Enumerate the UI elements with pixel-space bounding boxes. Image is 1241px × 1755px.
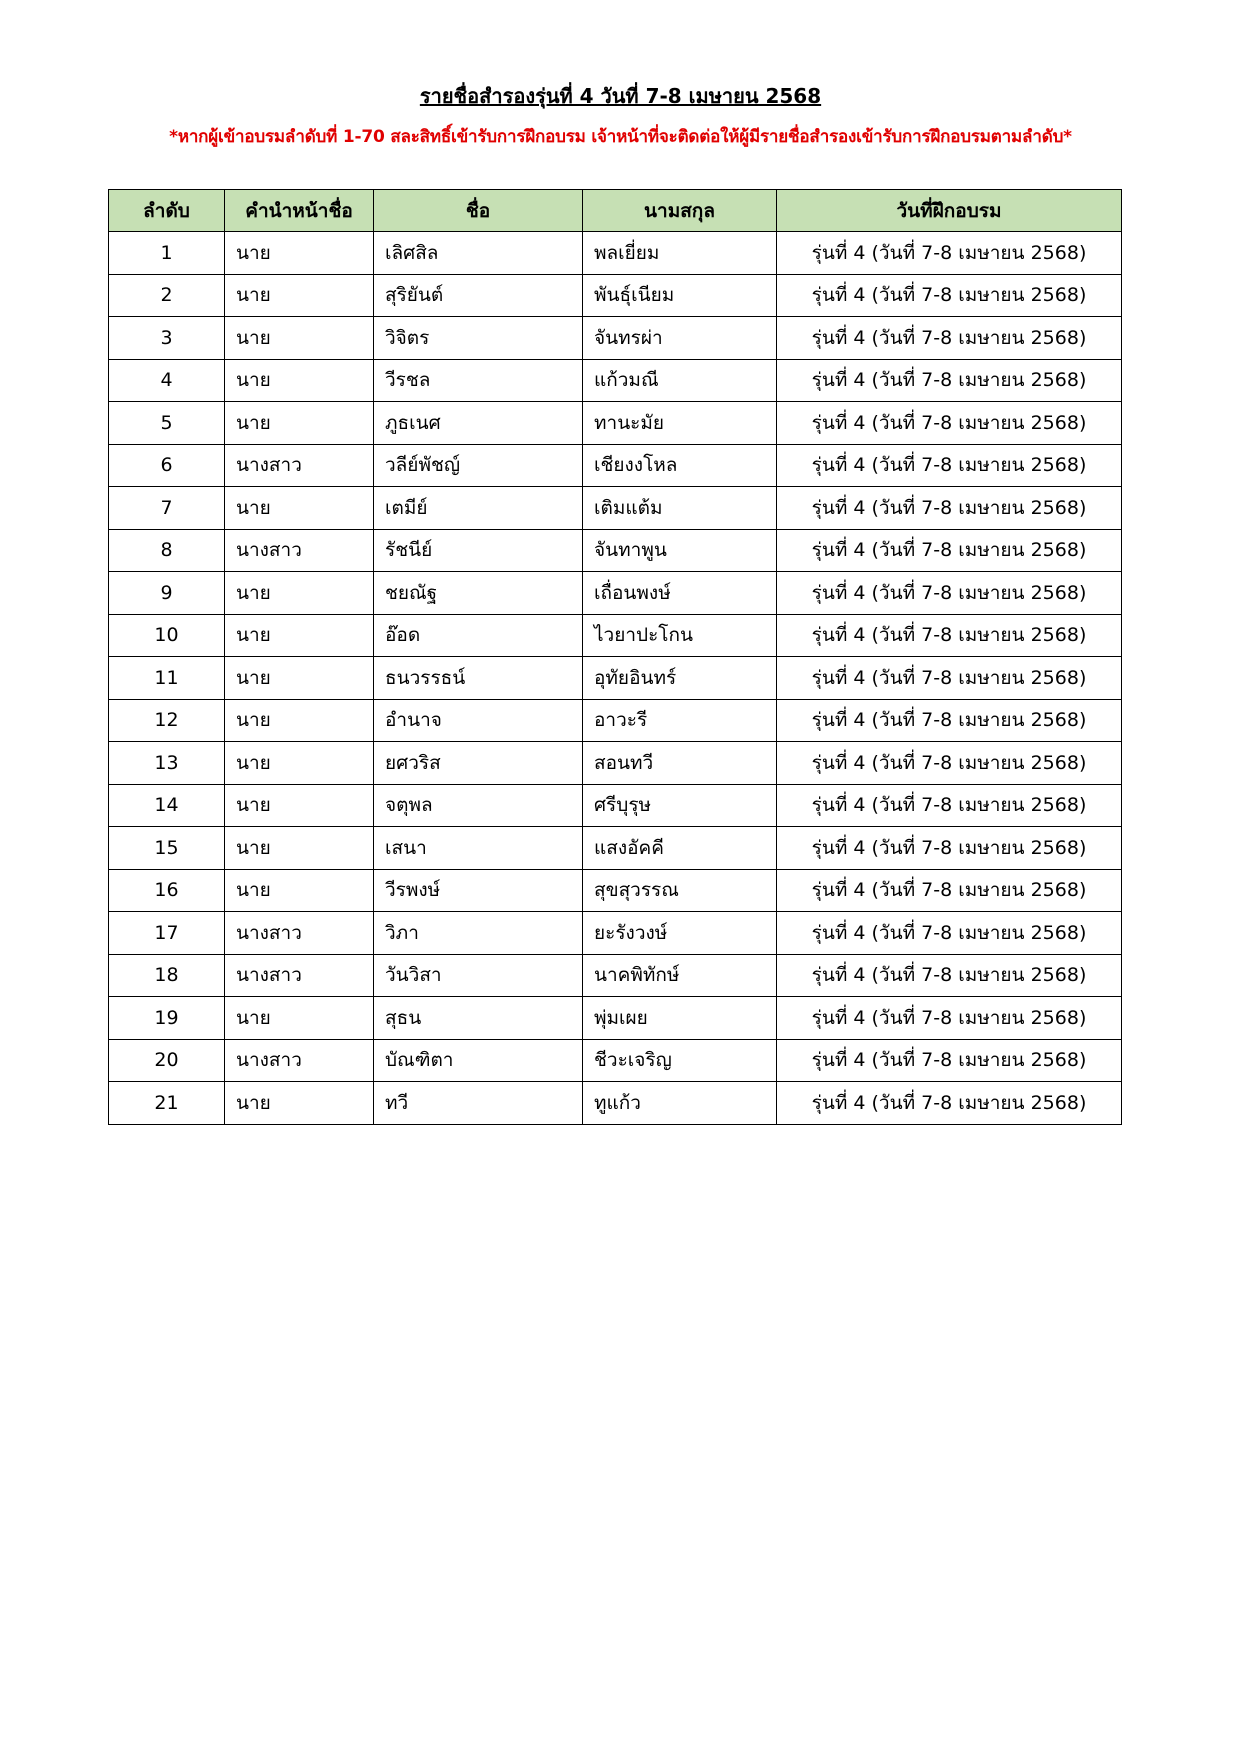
cell-last-name: นาคพิทักษ์ bbox=[583, 954, 777, 997]
column-header-prefix: คำนำหน้าชื่อ bbox=[225, 190, 374, 232]
cell-last-name: สอนทวี bbox=[583, 742, 777, 785]
cell-order: 13 bbox=[109, 742, 225, 785]
cell-first-name: เลิศสิล bbox=[374, 232, 583, 275]
cell-order: 19 bbox=[109, 997, 225, 1040]
cell-prefix: นาย bbox=[225, 614, 374, 657]
cell-last-name: จันทาพูน bbox=[583, 529, 777, 572]
cell-order: 14 bbox=[109, 784, 225, 827]
cell-prefix: นาย bbox=[225, 997, 374, 1040]
cell-training-date: รุ่นที่ 4 (วันที่ 7-8 เมษายน 2568) bbox=[777, 529, 1122, 572]
cell-first-name: สุริยันต์ bbox=[374, 274, 583, 317]
column-header-first-name: ชื่อ bbox=[374, 190, 583, 232]
cell-first-name: วีรพงษ์ bbox=[374, 869, 583, 912]
cell-training-date: รุ่นที่ 4 (วันที่ 7-8 เมษายน 2568) bbox=[777, 274, 1122, 317]
cell-last-name: แสงอัคคี bbox=[583, 827, 777, 870]
cell-order: 3 bbox=[109, 317, 225, 360]
cell-first-name: จตุพล bbox=[374, 784, 583, 827]
table-row bbox=[109, 274, 1122, 317]
cell-first-name: ภูธเนศ bbox=[374, 402, 583, 445]
cell-first-name: วีรชล bbox=[374, 359, 583, 402]
cell-training-date: รุ่นที่ 4 (วันที่ 7-8 เมษายน 2568) bbox=[777, 742, 1122, 785]
cell-prefix: นาย bbox=[225, 784, 374, 827]
column-header-order: ลำดับ bbox=[109, 190, 225, 232]
cell-last-name: แก้วมณี bbox=[583, 359, 777, 402]
table-row bbox=[109, 784, 1122, 827]
cell-prefix: นางสาว bbox=[225, 954, 374, 997]
cell-first-name: ชยณัฐ bbox=[374, 572, 583, 615]
cell-training-date: รุ่นที่ 4 (วันที่ 7-8 เมษายน 2568) bbox=[777, 317, 1122, 360]
cell-last-name: เถื่อนพงษ์ bbox=[583, 572, 777, 615]
table-body bbox=[109, 232, 1122, 1125]
cell-training-date: รุ่นที่ 4 (วันที่ 7-8 เมษายน 2568) bbox=[777, 572, 1122, 615]
cell-order: 10 bbox=[109, 614, 225, 657]
cell-training-date: รุ่นที่ 4 (วันที่ 7-8 เมษายน 2568) bbox=[777, 1082, 1122, 1125]
column-header-training-date: วันที่ฝึกอบรม bbox=[777, 190, 1122, 232]
reserve-list-table bbox=[108, 189, 1122, 1125]
cell-prefix: นาย bbox=[225, 699, 374, 742]
cell-first-name: วิภา bbox=[374, 912, 583, 955]
cell-training-date: รุ่นที่ 4 (วันที่ 7-8 เมษายน 2568) bbox=[777, 614, 1122, 657]
cell-training-date: รุ่นที่ 4 (วันที่ 7-8 เมษายน 2568) bbox=[777, 402, 1122, 445]
cell-order: 15 bbox=[109, 827, 225, 870]
cell-order: 18 bbox=[109, 954, 225, 997]
cell-first-name: สุธน bbox=[374, 997, 583, 1040]
page-title: รายชื่อสำรองรุ่นที่ 4 วันที่ 7-8 เมษายน 2568 bbox=[419, 84, 822, 108]
cell-order: 5 bbox=[109, 402, 225, 445]
cell-first-name: เตมีย์ bbox=[374, 487, 583, 530]
cell-training-date: รุ่นที่ 4 (วันที่ 7-8 เมษายน 2568) bbox=[777, 444, 1122, 487]
cell-prefix: นางสาว bbox=[225, 912, 374, 955]
cell-prefix: นาย bbox=[225, 487, 374, 530]
cell-order: 8 bbox=[109, 529, 225, 572]
cell-prefix: นางสาว bbox=[225, 1039, 374, 1082]
cell-last-name: ชีวะเจริญ bbox=[583, 1039, 777, 1082]
cell-prefix: นาย bbox=[225, 657, 374, 700]
cell-prefix: นาย bbox=[225, 1082, 374, 1125]
cell-last-name: อาวะรี bbox=[583, 699, 777, 742]
cell-order: 7 bbox=[109, 487, 225, 530]
cell-last-name: พลเยี่ยม bbox=[583, 232, 777, 275]
table-row bbox=[109, 444, 1122, 487]
cell-first-name: เสนา bbox=[374, 827, 583, 870]
cell-last-name: พันธุ์เนียม bbox=[583, 274, 777, 317]
table-row bbox=[109, 232, 1122, 275]
cell-order: 6 bbox=[109, 444, 225, 487]
cell-order: 9 bbox=[109, 572, 225, 615]
cell-prefix: นาย bbox=[225, 572, 374, 615]
cell-last-name: พุ่มเผย bbox=[583, 997, 777, 1040]
cell-order: 4 bbox=[109, 359, 225, 402]
column-header-last-name: นามสกุล bbox=[583, 190, 777, 232]
cell-last-name: ยะรังวงษ์ bbox=[583, 912, 777, 955]
table-row bbox=[109, 529, 1122, 572]
table-row bbox=[109, 869, 1122, 912]
cell-training-date: รุ่นที่ 4 (วันที่ 7-8 เมษายน 2568) bbox=[777, 232, 1122, 275]
cell-prefix: นาย bbox=[225, 359, 374, 402]
cell-last-name: เติมแต้ม bbox=[583, 487, 777, 530]
cell-first-name: บัณฑิตา bbox=[374, 1039, 583, 1082]
cell-prefix: นาย bbox=[225, 274, 374, 317]
cell-order: 12 bbox=[109, 699, 225, 742]
cell-training-date: รุ่นที่ 4 (วันที่ 7-8 เมษายน 2568) bbox=[777, 487, 1122, 530]
cell-prefix: นาย bbox=[225, 232, 374, 275]
table-row bbox=[109, 912, 1122, 955]
cell-training-date: รุ่นที่ 4 (วันที่ 7-8 เมษายน 2568) bbox=[777, 912, 1122, 955]
cell-training-date: รุ่นที่ 4 (วันที่ 7-8 เมษายน 2568) bbox=[777, 1039, 1122, 1082]
cell-training-date: รุ่นที่ 4 (วันที่ 7-8 เมษายน 2568) bbox=[777, 827, 1122, 870]
cell-last-name: ไวยาปะโกน bbox=[583, 614, 777, 657]
cell-first-name: ทวี bbox=[374, 1082, 583, 1125]
cell-first-name: อำนาจ bbox=[374, 699, 583, 742]
cell-first-name: วลีย์พัชญ์ bbox=[374, 444, 583, 487]
cell-order: 2 bbox=[109, 274, 225, 317]
cell-training-date: รุ่นที่ 4 (วันที่ 7-8 เมษายน 2568) bbox=[777, 699, 1122, 742]
cell-prefix: นาย bbox=[225, 869, 374, 912]
cell-order: 16 bbox=[109, 869, 225, 912]
cell-order: 17 bbox=[109, 912, 225, 955]
table-row bbox=[109, 402, 1122, 445]
cell-order: 21 bbox=[109, 1082, 225, 1125]
table-row bbox=[109, 827, 1122, 870]
table-row bbox=[109, 742, 1122, 785]
table-row bbox=[109, 317, 1122, 360]
cell-last-name: จันทรผ่า bbox=[583, 317, 777, 360]
cell-last-name: ทูแก้ว bbox=[583, 1082, 777, 1125]
cell-last-name: ทานะมัย bbox=[583, 402, 777, 445]
table-row bbox=[109, 1082, 1122, 1125]
cell-last-name: สุขสุวรรณ bbox=[583, 869, 777, 912]
cell-training-date: รุ่นที่ 4 (วันที่ 7-8 เมษายน 2568) bbox=[777, 359, 1122, 402]
cell-prefix: นางสาว bbox=[225, 444, 374, 487]
table-header-row bbox=[109, 190, 1122, 232]
cell-first-name: วิจิตร bbox=[374, 317, 583, 360]
cell-prefix: นาย bbox=[225, 402, 374, 445]
cell-training-date: รุ่นที่ 4 (วันที่ 7-8 เมษายน 2568) bbox=[777, 784, 1122, 827]
table-row bbox=[109, 997, 1122, 1040]
table-row bbox=[109, 954, 1122, 997]
table-row bbox=[109, 359, 1122, 402]
table-row bbox=[109, 572, 1122, 615]
table-row bbox=[109, 1039, 1122, 1082]
cell-last-name: อุทัยอินทร์ bbox=[583, 657, 777, 700]
cell-first-name: ธนวรรธน์ bbox=[374, 657, 583, 700]
table-row bbox=[109, 699, 1122, 742]
cell-prefix: นาย bbox=[225, 827, 374, 870]
cell-prefix: นางสาว bbox=[225, 529, 374, 572]
table-row bbox=[109, 614, 1122, 657]
cell-first-name: อ๊อด bbox=[374, 614, 583, 657]
cell-first-name: ยศวริส bbox=[374, 742, 583, 785]
cell-prefix: นาย bbox=[225, 742, 374, 785]
table-row bbox=[109, 487, 1122, 530]
cell-first-name: รัชนีย์ bbox=[374, 529, 583, 572]
cell-training-date: รุ่นที่ 4 (วันที่ 7-8 เมษายน 2568) bbox=[777, 997, 1122, 1040]
cell-last-name: เชียงงโหล bbox=[583, 444, 777, 487]
cell-first-name: วันวิสา bbox=[374, 954, 583, 997]
cell-order: 1 bbox=[109, 232, 225, 275]
cell-training-date: รุ่นที่ 4 (วันที่ 7-8 เมษายน 2568) bbox=[777, 657, 1122, 700]
cell-last-name: ศรีบุรุษ bbox=[583, 784, 777, 827]
cell-training-date: รุ่นที่ 4 (วันที่ 7-8 เมษายน 2568) bbox=[777, 954, 1122, 997]
table-row bbox=[109, 657, 1122, 700]
cell-order: 20 bbox=[109, 1039, 225, 1082]
reserve-note: *หากผู้เข้าอบรมลำดับที่ 1-70 สละสิทธิ์เข้ารับการฝึกอบรม เจ้าหน้าที่จะติดต่อให้ผู้มีรายชื่อสำรองเข้ารับการฝึกอบรมตามลำดับ* bbox=[169, 127, 1072, 147]
cell-training-date: รุ่นที่ 4 (วันที่ 7-8 เมษายน 2568) bbox=[777, 869, 1122, 912]
cell-prefix: นาย bbox=[225, 317, 374, 360]
cell-order: 11 bbox=[109, 657, 225, 700]
